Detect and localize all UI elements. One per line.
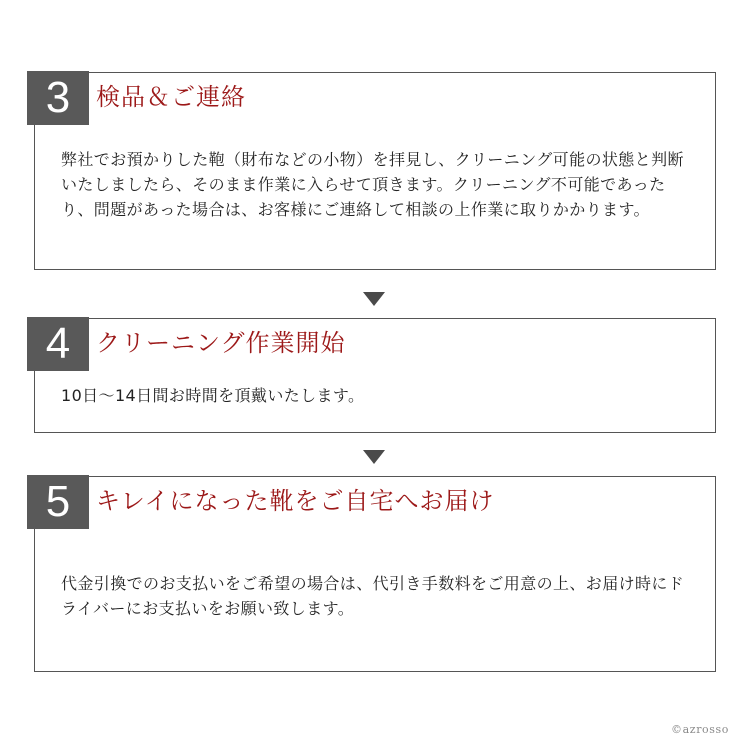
step-description: 弊社でお預かりした鞄（財布などの小物）を拝見し、クリーニング可能の状態と判断いたしましたら、そのまま作業に入らせて頂きます。クリーニング不可能であったり、問題があった場合は、お客様にご連絡して相談の上作業に取りかかります。 xyxy=(61,150,684,219)
step-number-badge: 5 xyxy=(27,475,89,529)
step-description: 代金引換でのお支払いをご希望の場合は、代引き手数料をご用意の上、お届け時にドライバーにお支払いをお願い致します。 xyxy=(61,574,685,618)
step-title: 検品＆ご連絡 xyxy=(96,83,246,111)
step-3-box xyxy=(34,72,716,270)
down-arrow-icon xyxy=(363,450,385,464)
step-5-box xyxy=(34,476,716,672)
step-number-badge: 3 xyxy=(27,71,89,125)
step-title: キレイになった靴をご自宅へお届け xyxy=(96,487,495,515)
copyright-text: ©azrosso xyxy=(671,723,729,736)
step-4-box xyxy=(34,318,716,433)
step-description: 10日〜14日間お時間を頂戴いたします。 xyxy=(61,386,365,405)
down-arrow-icon xyxy=(363,292,385,306)
step-title: クリーニング作業開始 xyxy=(96,329,346,357)
step-number-badge: 4 xyxy=(27,317,89,371)
